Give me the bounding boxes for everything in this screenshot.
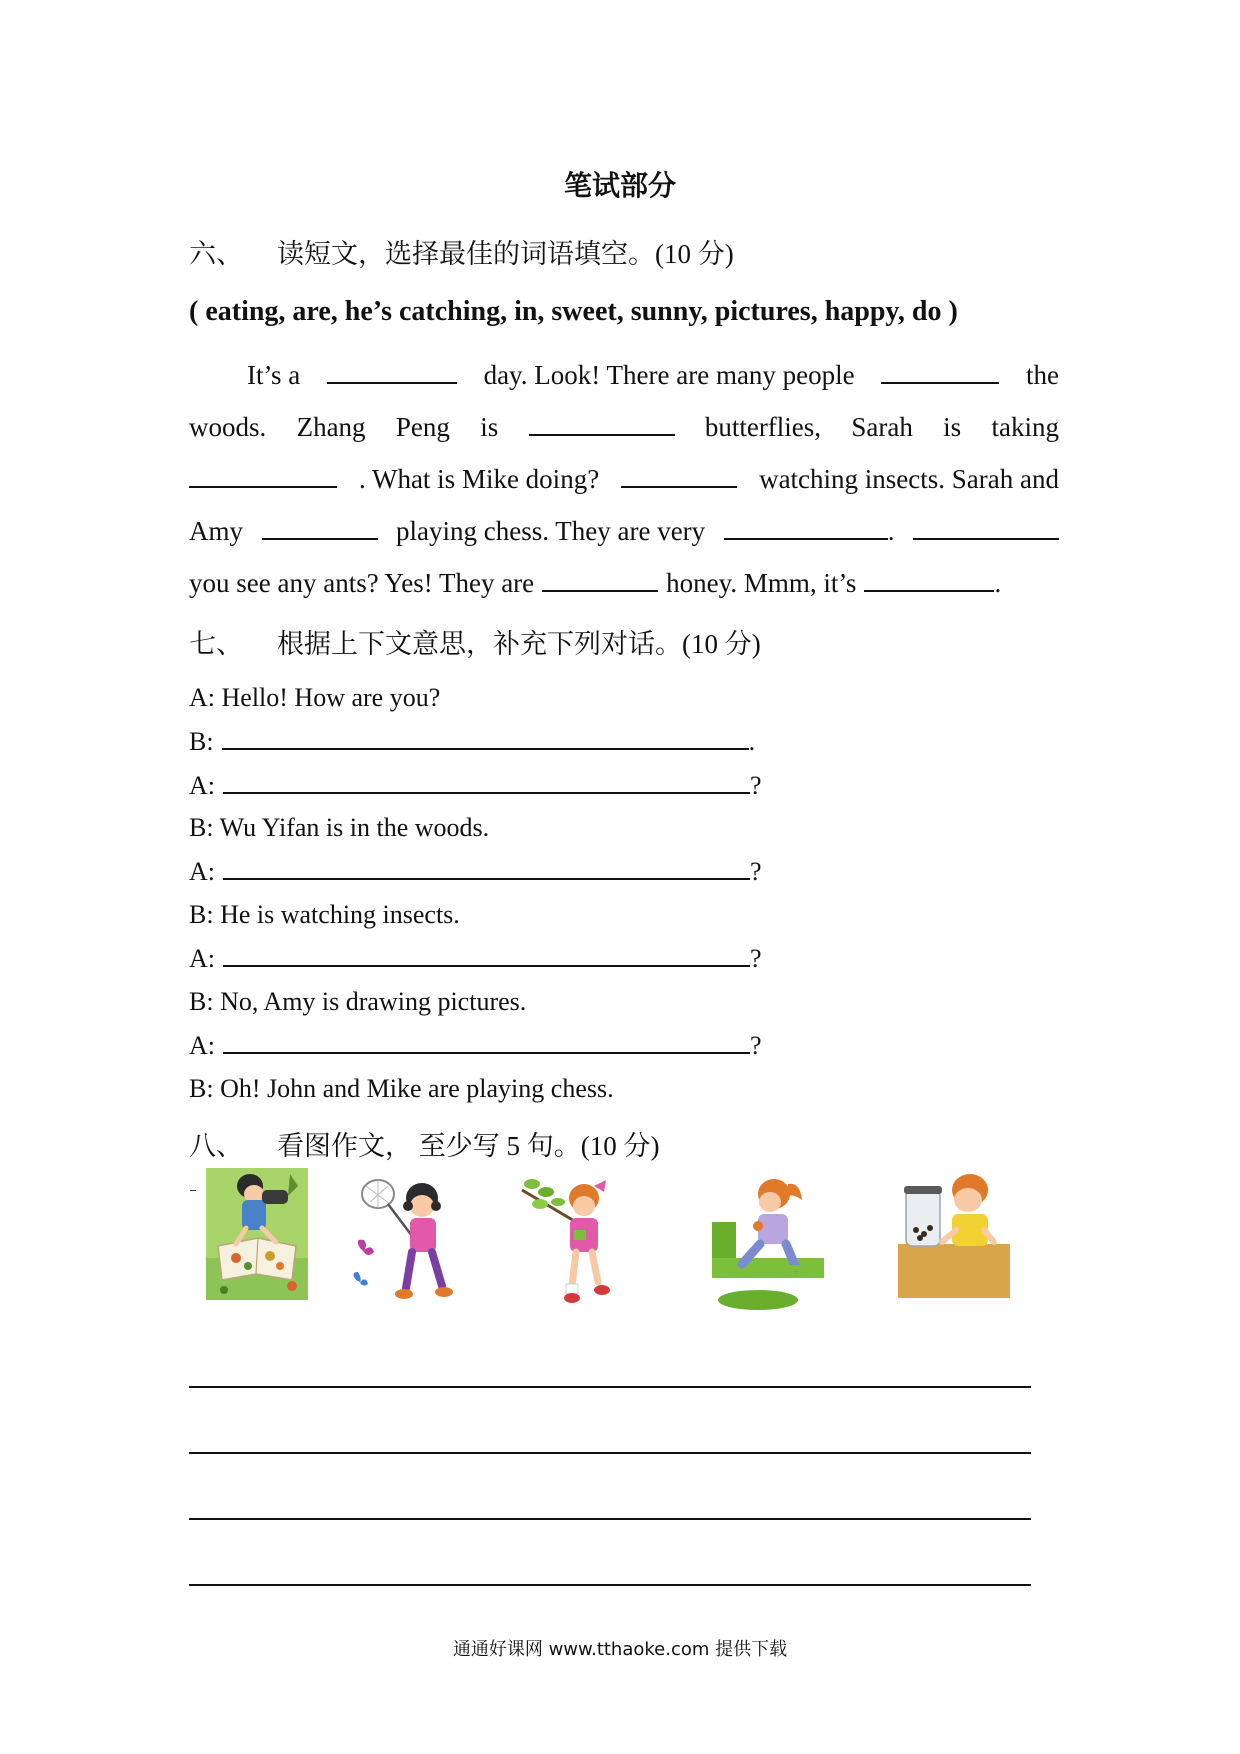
answer-blank[interactable] (222, 726, 749, 750)
girl-sitting-eating-icon (712, 1172, 824, 1312)
passage-line-4 (189, 516, 1059, 547)
passage-text: Amy (189, 516, 243, 546)
speaker-label: A: (189, 944, 215, 973)
passage-text: the (1025, 360, 1059, 390)
section-6-heading (189, 232, 734, 271)
answer-blank[interactable] (223, 856, 750, 880)
passage-line-2 (189, 412, 1059, 443)
passage-text: . (994, 568, 1002, 598)
end-punctuation: ? (750, 771, 762, 800)
speaker-label: B: (189, 727, 214, 756)
fill-blank[interactable] (529, 412, 675, 436)
fill-blank[interactable] (542, 568, 658, 592)
passage-text: . (887, 516, 895, 546)
end-punctuation: ? (750, 857, 762, 886)
passage-text: It’s a (247, 360, 301, 390)
passage-text: is (480, 412, 499, 442)
dialogue-text: He is watching insects. (220, 900, 460, 929)
passage-text: taking (991, 412, 1059, 442)
speaker-label: B: (189, 1074, 214, 1103)
end-punctuation: ? (750, 1031, 762, 1060)
speaker-label: A: (189, 771, 215, 800)
dialogue-line (189, 813, 489, 843)
speaker-label: B: (189, 987, 214, 1016)
girl-holding-branch-icon (518, 1172, 620, 1310)
section-7-instruction: 根据上下文意思，补充下列对话。(10 分) (277, 629, 761, 659)
passage-text: . What is Mike doing? (358, 464, 600, 494)
fill-blank[interactable] (864, 568, 994, 592)
fill-blank[interactable] (327, 360, 457, 384)
section-6-number: 六、 (189, 239, 243, 269)
dialogue-text: Oh! John and Mike are playing chess. (220, 1074, 614, 1103)
dialogue-line (189, 770, 762, 801)
boy-collecting-leaves-icon (206, 1168, 308, 1300)
dialogue-line (189, 1030, 762, 1061)
section-8-instruction: 看图作文， 至少写 5 句。(10 分) (277, 1131, 660, 1161)
dialogue-line (189, 900, 460, 930)
writing-line[interactable] (189, 1518, 1031, 1520)
fill-blank[interactable] (262, 516, 378, 540)
section-8-heading (189, 1124, 659, 1163)
passage-text: woods. (189, 412, 267, 442)
answer-blank[interactable] (223, 943, 750, 967)
speaker-label: B: (189, 813, 214, 842)
section-8-number: 八、 (189, 1131, 243, 1161)
dialogue-line (189, 726, 755, 757)
girl-catching-butterflies-icon (350, 1160, 462, 1310)
passage-line-3 (189, 464, 1059, 495)
fill-blank[interactable] (621, 464, 737, 488)
word-bank: ( eating, are, he’s catching, in, sweet, sunny, pictures, happy, do ) (189, 296, 958, 327)
end-punctuation: . (748, 727, 756, 756)
page-title: 笔试部分 (563, 169, 676, 202)
fill-blank[interactable] (881, 360, 999, 384)
fill-blank[interactable] (189, 464, 337, 488)
speaker-label: B: (189, 900, 214, 929)
dialogue-line (189, 1074, 614, 1104)
dialogue-line (189, 856, 762, 887)
section-6-instruction: 读短文，选择最佳的词语填空。(10 分) (277, 239, 734, 269)
stray-dash (190, 1190, 196, 1191)
writing-line[interactable] (189, 1386, 1031, 1388)
passage-text: butterflies, (704, 412, 822, 442)
speaker-label: A: (189, 1031, 215, 1060)
dialogue-text: Wu Yifan is in the woods. (219, 813, 490, 842)
passage-text: Zhang (296, 412, 366, 442)
dialogue-line (189, 987, 526, 1017)
writing-line[interactable] (189, 1452, 1031, 1454)
boy-watching-ants-jar-icon (898, 1168, 1010, 1298)
passage-line-5 (189, 568, 1059, 599)
speaker-label: A: (189, 683, 215, 712)
fill-blank[interactable] (724, 516, 888, 540)
passage-text: day. Look! There are many people (483, 360, 855, 390)
passage-text: is (943, 412, 962, 442)
fill-blank[interactable] (913, 516, 1059, 540)
passage-text: Peng (395, 412, 450, 442)
passage-text: honey. Mmm, it’s (666, 568, 857, 598)
passage-text: watching insects. Sarah and (759, 464, 1059, 494)
passage-text: Sarah (851, 412, 913, 442)
dialogue-line (189, 683, 440, 713)
dialogue-line (189, 943, 762, 974)
writing-line[interactable] (189, 1584, 1031, 1586)
dialogue-text: No, Amy is drawing pictures. (220, 987, 527, 1016)
answer-blank[interactable] (223, 1030, 750, 1054)
dialogue-text: Hello! How are you? (221, 683, 441, 712)
section-7-heading (189, 622, 761, 661)
speaker-label: A: (189, 857, 215, 886)
passage-line-1 (189, 360, 1059, 391)
section-7-number: 七、 (189, 629, 243, 659)
footer-credit: 通通好课网 www.tthaoke.com 提供下载 (452, 1639, 788, 1660)
answer-blank[interactable] (223, 770, 750, 794)
passage-text: you see any ants? Yes! They are (189, 568, 535, 598)
passage-text: playing chess. They are very (396, 516, 706, 546)
end-punctuation: ? (750, 944, 762, 973)
